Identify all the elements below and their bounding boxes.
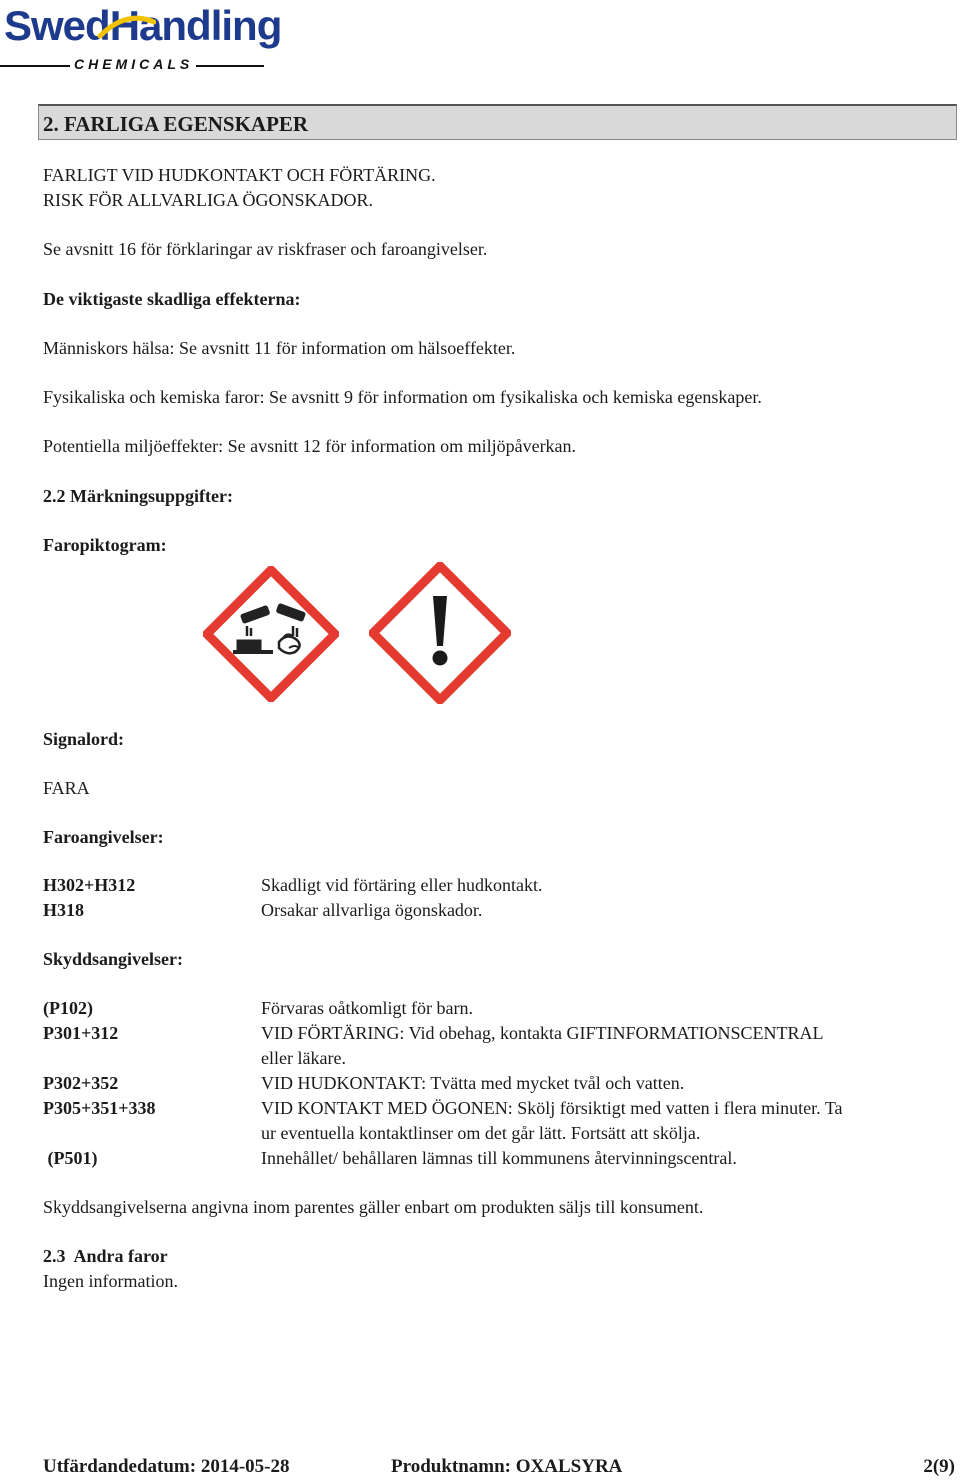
logo-brand-text: SwedHandling <box>4 2 282 49</box>
precaution-text: VID HUDKONTAKT: Tvätta med mycket tvål och vatten. <box>261 1073 685 1093</box>
precaution-text: Innehållet/ behållaren lämnas till kommunens återvinningscentral. <box>261 1148 737 1168</box>
hazard-statements-heading: Faroangivelser: <box>43 827 164 847</box>
company-logo <box>0 0 282 76</box>
other-hazards-text: Ingen information. <box>43 1271 178 1291</box>
logo-subtitle: CHEMICALS <box>74 56 194 72</box>
footer-product <box>391 1456 622 1478</box>
hazard-code: H318 <box>43 900 85 920</box>
precaution-text: VID KONTAKT MED ÖGONEN: Skölj försiktigt med vatten i flera minuter. Ta <box>261 1098 843 1118</box>
footer-date-label: Utfärdandedatum: <box>43 1456 201 1477</box>
section-header-bar <box>38 104 957 140</box>
precaution-text-cont: ur eventuella kontaktlinser om det går lätt. Fortsätt att skölja. <box>261 1123 701 1143</box>
precaution-text-cont: eller läkare. <box>261 1048 346 1068</box>
logo-subtitle-row <box>0 56 266 74</box>
precaution-code: (P102) <box>43 998 93 1018</box>
logo-rule-left <box>0 65 70 67</box>
hazard-text: Skadligt vid förtäring eller hudkontakt. <box>261 875 543 895</box>
other-hazards-heading: 2.3 Andra faror <box>43 1246 168 1266</box>
signal-heading: Signalord: <box>43 729 125 749</box>
page-footer <box>43 1456 955 1482</box>
precaution-heading: Skyddsangivelser: <box>43 949 184 969</box>
pictogram-heading: Faropiktogram: <box>43 535 167 555</box>
hazard-text: Orsakar allvarliga ögonskador. <box>261 900 483 920</box>
logo-rule-right <box>196 65 264 67</box>
footer-page-number: 2(9) <box>923 1456 955 1477</box>
physical-hazards: Fysikaliska och kemiska faror: Se avsnitt 9 för information om fysikaliska och kemiska egenskaper. <box>43 387 762 407</box>
signal-word: FARA <box>43 778 90 798</box>
precaution-code: (P501) <box>43 1148 98 1168</box>
precaution-code: P302+352 <box>43 1073 119 1093</box>
hazard-line-1: FARLIGT VID HUDKONTAKT OCH FÖRTÄRING. <box>43 165 436 185</box>
section-title: 2. FARLIGA EGENSKAPER <box>43 112 309 136</box>
see-section-16: Se avsnitt 16 för förklaringar av riskfraser och faroangivelser. <box>43 239 488 259</box>
hazard-code: H302+H312 <box>43 875 136 895</box>
footer-date <box>43 1456 289 1478</box>
corrosion-pictogram-icon <box>203 566 339 702</box>
precaution-text: Förvaras oåtkomligt för barn. <box>261 998 473 1018</box>
precaution-text: VID FÖRTÄRING: Vid obehag, kontakta GIFTINFORMATIONSCENTRAL <box>261 1023 824 1043</box>
precaution-code: P305+351+338 <box>43 1098 156 1118</box>
exclamation-pictogram-icon <box>369 562 511 704</box>
health-effects: Människors hälsa: Se avsnitt 11 för information om hälsoeffekter. <box>43 338 516 358</box>
labeling-heading: 2.2 Märkningsuppgifter: <box>43 486 234 506</box>
footer-product-value: OXALSYRA <box>515 1456 623 1477</box>
precaution-note: Skyddsangivelserna angivna inom parentes gäller enbart om produkten säljs till konsument. <box>43 1197 704 1217</box>
logo-swoosh-icon <box>96 12 156 42</box>
footer-product-label: Produktnamn: <box>391 1456 516 1477</box>
precaution-code: P301+312 <box>43 1023 119 1043</box>
footer-date-value: 2014-05-28 <box>200 1456 290 1477</box>
effects-heading: De viktigaste skadliga effekterna: <box>43 289 301 309</box>
hazard-line-2: RISK FÖR ALLVARLIGA ÖGONSKADOR. <box>43 190 374 210</box>
environment-effects: Potentiella miljöeffekter: Se avsnitt 12 för information om miljöpåverkan. <box>43 436 577 456</box>
